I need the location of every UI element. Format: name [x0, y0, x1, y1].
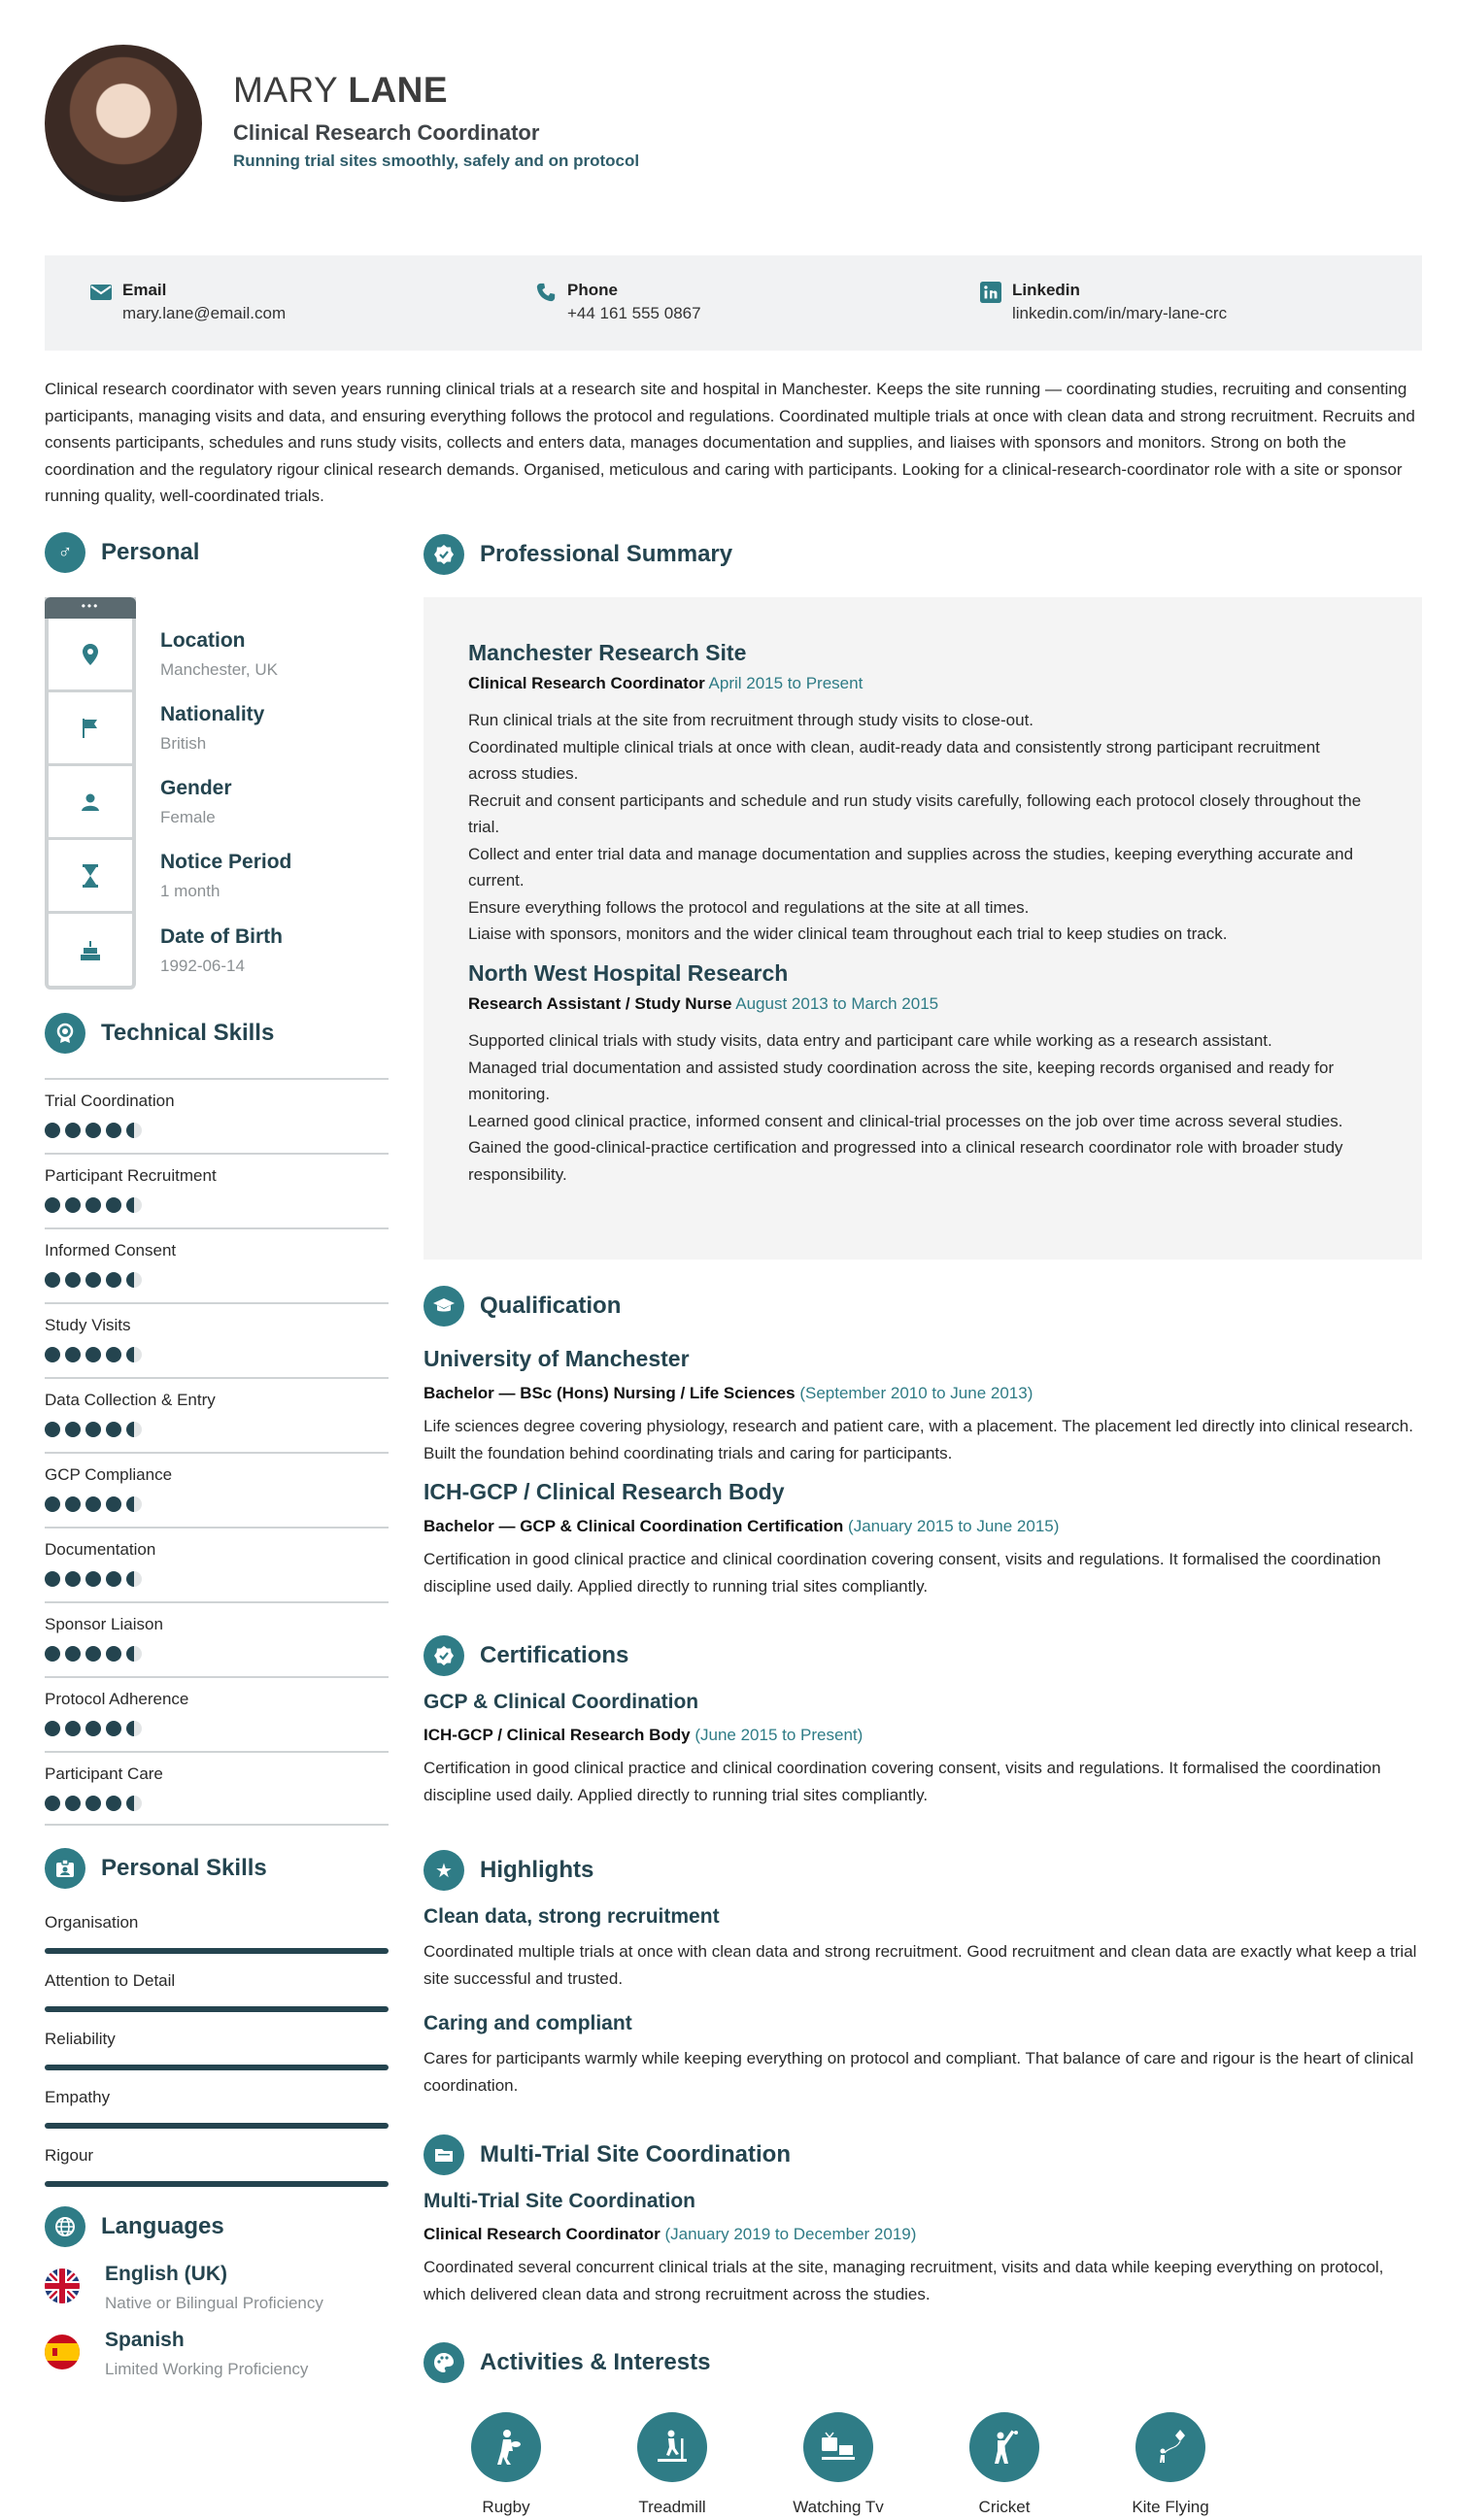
rating-dot: [65, 1796, 81, 1811]
language-name: English (UK): [105, 2263, 227, 2285]
technical-skill-row: [45, 1227, 389, 1288]
language-english: [45, 2263, 323, 2313]
interest-label: Kite Flying: [1132, 2498, 1209, 2516]
contact-email: [89, 281, 286, 323]
rating-dot: [45, 1272, 60, 1288]
language-name: Spanish: [105, 2329, 185, 2351]
email-value[interactable]: mary.lane@email.com: [122, 304, 287, 322]
rating-dot: [45, 1796, 60, 1811]
rating-dot: [106, 1123, 121, 1138]
technical-skill-row: [45, 1377, 389, 1437]
highlights-header: [424, 1850, 593, 1891]
highlight-entry: [424, 2012, 1422, 2099]
interest-label: Watching Tv: [793, 2498, 884, 2516]
skill-rating: [45, 1123, 389, 1138]
project-title: Multi-Trial Site Coordination: [480, 2141, 791, 2167]
school-name: University of Manchester: [424, 1346, 690, 1371]
phone-label: Phone: [567, 281, 618, 299]
tagline: Running trial sites smoothly, safely and on protocol: [233, 151, 640, 170]
rating-dot: [65, 1422, 81, 1437]
interests-header: [424, 2342, 710, 2383]
personal-skill-bar: [45, 1948, 389, 1954]
personal-skill-row: [45, 2088, 389, 2129]
rating-dot: [106, 1646, 121, 1662]
linkedin-icon: [979, 281, 1002, 304]
award-icon: [45, 1013, 85, 1054]
skill-rating: [45, 1272, 389, 1288]
personal-skill-name: Attention to Detail: [45, 1971, 176, 1990]
skill-rating: [45, 1197, 389, 1213]
interest-kite-flying: [1112, 2412, 1229, 2517]
rating-dot: [126, 1347, 142, 1362]
rating-dot: [45, 1347, 60, 1362]
interest-label: Treadmill: [638, 2498, 706, 2516]
gender-icon: ♂: [45, 532, 85, 573]
technical-skill-row: [45, 1302, 389, 1362]
cake-icon: [49, 914, 132, 988]
kite-icon: [1135, 2412, 1205, 2482]
skills-divider: [45, 1824, 389, 1826]
certifications-header: [424, 1635, 628, 1676]
profile-photo: [45, 45, 202, 202]
qualification-entry: [424, 1479, 1422, 1599]
certification-name: GCP & Clinical Coordination: [424, 1691, 699, 1713]
certification-issuer-line: ICH-GCP / Clinical Research Body (June 2015 to Present): [424, 1726, 864, 1744]
highlight-title: Caring and compliant: [424, 2012, 632, 2034]
skill-rating: [45, 1571, 389, 1587]
spain-flag-icon: [45, 2335, 80, 2369]
personal-skill-bar: [45, 2065, 389, 2070]
skill-rating: [45, 1347, 389, 1362]
rating-dot: [126, 1422, 142, 1437]
globe-icon: [45, 2206, 85, 2247]
panel-dots-icon: •••: [45, 597, 136, 619]
skill-name: GCP Compliance: [45, 1465, 173, 1484]
professional-summary-box: [424, 597, 1422, 1260]
technical-skill-row: [45, 1601, 389, 1662]
verified-badge-icon: [424, 534, 464, 575]
highlight-title: Clean data, strong recruitment: [424, 1905, 720, 1928]
interest-treadmill: [614, 2412, 730, 2517]
language-level: Native or Bilingual Proficiency: [105, 2294, 323, 2312]
personal-date-of-birth: Date of Birth 1992-06-14: [160, 925, 283, 975]
rating-dot: [106, 1796, 121, 1811]
technical-skill-row: [45, 1452, 389, 1512]
rating-dot: [106, 1422, 121, 1437]
star-icon: ★: [424, 1850, 464, 1891]
rating-dot: [126, 1197, 142, 1213]
email-icon: [89, 281, 113, 304]
personal-skill-bar: [45, 2181, 389, 2187]
personal-skill-name: Rigour: [45, 2146, 94, 2165]
email-label: Email: [122, 281, 167, 299]
job-bullets: [468, 707, 1372, 948]
id-badge-icon: [45, 1848, 85, 1889]
personal-location: Location Manchester, UK: [160, 629, 278, 679]
skill-name: Sponsor Liaison: [45, 1615, 163, 1633]
job-entry: [468, 960, 1372, 1188]
skill-name: Participant Recruitment: [45, 1166, 217, 1185]
skill-name: Trial Coordination: [45, 1092, 175, 1110]
personal-icon-panel: [45, 597, 136, 990]
personal-skill-row: [45, 1971, 389, 2012]
personal-title: Personal: [101, 539, 200, 565]
rating-dot: [65, 1496, 81, 1512]
personal-skill-name: Empathy: [45, 2088, 111, 2106]
skill-rating: [45, 1796, 389, 1811]
person-icon: [49, 766, 132, 840]
personal-skills-header: [45, 1848, 267, 1889]
graduation-cap-icon: [424, 1286, 464, 1327]
personal-skills-title: Personal Skills: [101, 1855, 267, 1881]
rating-dot: [65, 1123, 81, 1138]
job-role-line: Clinical Research Coordinator April 2015 to Present: [468, 674, 864, 692]
interest-rugby: [448, 2412, 564, 2517]
full-name: MARY LANE: [233, 70, 449, 110]
skill-rating: [45, 1496, 389, 1512]
skill-name: Participant Care: [45, 1764, 163, 1783]
job-bullet: Supported clinical trials with study visits, data entry and participant care while working as a research assistant.: [468, 1031, 1272, 1050]
phone-icon: [534, 281, 558, 304]
rating-dot: [45, 1496, 60, 1512]
job-bullet: Gained the good-clinical-practice certification and progressed into a clinical research coordinator role with broader study responsibility.: [468, 1138, 1343, 1184]
rating-dot: [65, 1646, 81, 1662]
company-name: Manchester Research Site: [468, 640, 747, 665]
project-role-line: Clinical Research Coordinator (January 2019 to December 2019): [424, 2225, 917, 2243]
personal-skill-bar: [45, 2123, 389, 2129]
rating-dot: [45, 1123, 60, 1138]
cricket-icon: [969, 2412, 1039, 2482]
project-name: Multi-Trial Site Coordination: [424, 2190, 695, 2212]
personal-skill-name: Organisation: [45, 1913, 139, 1932]
rating-dot: [65, 1197, 81, 1213]
job-bullet: Coordinated multiple clinical trials at once with clean, audit-ready data and consistently strong participant recruitment across studies.: [468, 737, 1320, 783]
rating-dot: [126, 1796, 142, 1811]
school-name: ICH-GCP / Clinical Research Body: [424, 1479, 785, 1504]
rating-dot: [126, 1721, 142, 1736]
rating-dot: [126, 1272, 142, 1288]
rating-dot: [106, 1272, 121, 1288]
personal-skill-row: [45, 2146, 389, 2187]
project-description: Coordinated several concurrent clinical trials at the site, managing recruitment, visits and data while keeping everything on protocol, which delivered clean data and strong recruitment across the studies.: [424, 2258, 1384, 2303]
technical-skill-row: [45, 1527, 389, 1587]
highlight-description: Cares for participants warmly while keeping everything on protocol and compliant. That balance of care and rigour is the heart of clinical coordination.: [424, 2049, 1414, 2095]
treadmill-icon: [637, 2412, 707, 2482]
interest-cricket: [946, 2412, 1063, 2517]
degree-line: Bachelor — BSc (Hons) Nursing / Life Sciences (September 2010 to June 2013): [424, 1384, 1033, 1402]
project-header: [424, 2134, 791, 2175]
palette-icon: [424, 2342, 464, 2383]
qualification-description: Life sciences degree covering physiology, research and patient care, with a placement. The placement led directly into clinical research. Built the foundation behind coordinating trials and caring for participants.: [424, 1417, 1413, 1462]
certificate-badge-icon: [424, 1635, 464, 1676]
job-title: Clinical Research Coordinator: [233, 120, 540, 145]
skill-name: Study Visits: [45, 1316, 131, 1334]
language-level: Limited Working Proficiency: [105, 2360, 309, 2378]
job-bullets: [468, 1027, 1372, 1188]
languages-title: Languages: [101, 2213, 224, 2239]
personal-notice-period: Notice Period 1 month: [160, 851, 292, 900]
flag-icon: [49, 692, 132, 766]
rating-dot: [85, 1571, 101, 1587]
personal-nationality: Nationality British: [160, 703, 265, 753]
personal-skill-bar: [45, 2006, 389, 2012]
certifications-title: Certifications: [480, 1642, 629, 1668]
technical-skills-title: Technical Skills: [101, 1020, 275, 1046]
rating-dot: [85, 1796, 101, 1811]
qualification-entry: [424, 1346, 1422, 1466]
professional-summary-header: [424, 534, 732, 575]
contact-phone: [534, 281, 701, 323]
location-pin-icon: [49, 619, 132, 692]
rating-dot: [126, 1646, 142, 1662]
job-bullet: Liaise with sponsors, monitors and the wider clinical team throughout each trial to keep studies on track.: [468, 924, 1228, 943]
rating-dot: [106, 1496, 121, 1512]
rating-dot: [85, 1721, 101, 1736]
rating-dot: [85, 1496, 101, 1512]
skill-name: Data Collection & Entry: [45, 1391, 216, 1409]
rating-dot: [65, 1272, 81, 1288]
interest-label: Cricket: [978, 2498, 1031, 2516]
rating-dot: [126, 1496, 142, 1512]
linkedin-value[interactable]: linkedin.com/in/mary-lane-crc: [1012, 304, 1228, 322]
tv-icon: [803, 2412, 873, 2482]
professional-summary-title: Professional Summary: [480, 541, 733, 567]
company-name: North West Hospital Research: [468, 960, 789, 986]
job-bullet: Run clinical trials at the site from recruitment through study visits to close-out.: [468, 711, 1034, 729]
folder-icon: [424, 2134, 464, 2175]
rating-dot: [45, 1721, 60, 1736]
rating-dot: [45, 1197, 60, 1213]
project-entry: [424, 2190, 1422, 2307]
rating-dot: [85, 1646, 101, 1662]
rating-dot: [45, 1422, 60, 1437]
rating-dot: [106, 1571, 121, 1587]
highlight-description: Coordinated multiple trials at once with clean data and strong recruitment. Good recruitment and clean data are exactly what keep a trial site successful and trusted.: [424, 1942, 1417, 1988]
degree-line: Bachelor — GCP & Clinical Coordination Certification (January 2015 to June 2015): [424, 1517, 1060, 1535]
qualification-header: [424, 1286, 621, 1327]
highlights-title: Highlights: [480, 1857, 594, 1883]
languages-header: [45, 2206, 224, 2247]
rating-dot: [45, 1646, 60, 1662]
rating-dot: [85, 1347, 101, 1362]
skill-name: Documentation: [45, 1540, 156, 1559]
technical-skill-row: [45, 1078, 389, 1138]
personal-skill-name: Reliability: [45, 2030, 116, 2048]
skill-rating: [45, 1646, 389, 1662]
job-bullet: Collect and enter trial data and manage documentation and supplies across the studies, keeping everything accurate and current.: [468, 844, 1354, 890]
certification-description: Certification in good clinical practice and clinical coordination covering consent, visits and regulations. It formalised the coordination discipline used daily. Applied directly to running trial sites compliantly.: [424, 1759, 1381, 1804]
qualification-description: Certification in good clinical practice and clinical coordination covering consent, visits and regulations. It formalised the coordination discipline used daily. Applied directly to running trial sites compliantly.: [424, 1550, 1381, 1596]
hourglass-icon: [49, 840, 132, 914]
rating-dot: [106, 1721, 121, 1736]
language-spanish: [45, 2329, 308, 2379]
skill-name: Protocol Adherence: [45, 1690, 189, 1708]
skill-name: Informed Consent: [45, 1241, 177, 1260]
phone-value[interactable]: +44 161 555 0867: [567, 304, 701, 322]
qualification-title: Qualification: [480, 1293, 622, 1319]
interest-watching-tv: [780, 2412, 897, 2517]
personal-header: [45, 532, 199, 573]
technical-skill-row: [45, 1676, 389, 1736]
interests-title: Activities & Interests: [480, 2349, 711, 2375]
rating-dot: [126, 1123, 142, 1138]
rating-dot: [106, 1197, 121, 1213]
highlight-entry: [424, 1905, 1422, 1992]
technical-skills-header: [45, 1013, 274, 1054]
contact-bar: [45, 255, 1422, 351]
rating-dot: [85, 1272, 101, 1288]
rating-dot: [85, 1422, 101, 1437]
skill-rating: [45, 1721, 389, 1736]
rating-dot: [85, 1197, 101, 1213]
uk-flag-icon: [45, 2268, 80, 2303]
skill-rating: [45, 1422, 389, 1437]
technical-skill-row: [45, 1751, 389, 1811]
job-bullet: Recruit and consent participants and schedule and run study visits carefully, following each protocol closely throughout the trial.: [468, 790, 1362, 836]
contact-linkedin: [979, 281, 1227, 323]
personal-gender: Gender Female: [160, 777, 232, 826]
personal-skill-row: [45, 2030, 389, 2070]
personal-skill-row: [45, 1913, 389, 1954]
linkedin-label: Linkedin: [1012, 281, 1080, 299]
technical-skill-row: [45, 1153, 389, 1213]
job-bullet: Ensure everything follows the protocol and regulations at the site at all times.: [468, 897, 1030, 917]
rating-dot: [65, 1571, 81, 1587]
rating-dot: [65, 1347, 81, 1362]
summary-text: Clinical research coordinator with seven years running clinical trials at a research site and hospital in Manchester. Keeps the site running — coordinating studies, recruiting and consenting participants, managing visits and data, and ensuring everything follows the protocol and regulations. Coordinated multiple trials at once with clean data and strong recruitment. Recruits and consents participants, schedules and runs study visits, collects and enters data, manages documentation and supplies, and liaises with sponsors and monitors. Strong on both the coordination and the regulatory rigour clinical research demands. Organised, meticulous and caring with participants. Looking for a clinical-research-coordinator role with a site or sponsor running quality, well-coordinated trials.: [45, 380, 1415, 505]
job-bullet: Managed trial documentation and assisted study coordination across the site, keeping records organised and ready for monitoring.: [468, 1058, 1335, 1103]
rating-dot: [45, 1571, 60, 1587]
rugby-icon: [471, 2412, 541, 2482]
interest-label: Rugby: [482, 2498, 530, 2516]
job-bullet: Learned good clinical practice, informed consent and clinical-trial processes on the job over time across several studies.: [468, 1111, 1343, 1130]
rating-dot: [85, 1123, 101, 1138]
rating-dot: [106, 1347, 121, 1362]
rating-dot: [126, 1571, 142, 1587]
job-role-line: Research Assistant / Study Nurse August 2013 to March 2015: [468, 994, 939, 1013]
rating-dot: [65, 1721, 81, 1736]
job-entry: [468, 640, 1372, 948]
certification-entry: [424, 1691, 1422, 1808]
